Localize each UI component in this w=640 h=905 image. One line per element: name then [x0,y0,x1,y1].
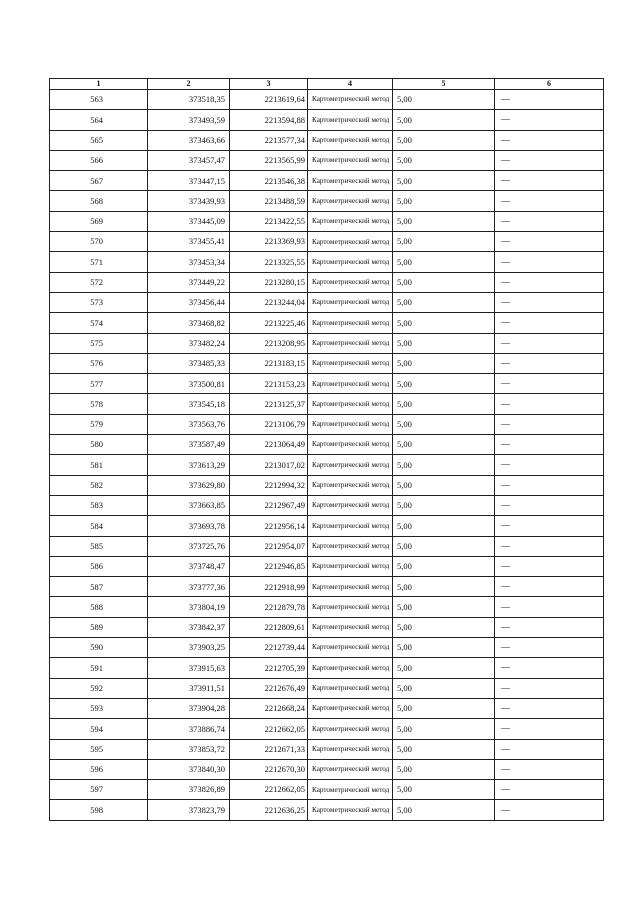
method-cell: Картометрический метод [308,658,393,678]
accuracy-cell: 5,00 [393,292,495,312]
note-cell: — [495,556,604,576]
x-coordinate-cell: 373563,76 [148,414,230,434]
note-cell: — [495,292,604,312]
point-number-cell: 586 [50,556,148,576]
method-cell: Картометрический метод [308,313,393,333]
x-coordinate-cell: 373915,63 [148,658,230,678]
table-row [50,130,604,150]
x-coordinate-cell: 373518,35 [148,90,230,110]
table-row [50,475,604,495]
table-row [50,455,604,475]
y-coordinate-cell: 2212994,32 [230,475,308,495]
table-row [50,394,604,414]
table-row [50,759,604,779]
x-coordinate-cell: 373777,36 [148,577,230,597]
x-coordinate-cell: 373485,33 [148,353,230,373]
point-number-cell: 593 [50,698,148,718]
y-coordinate-cell: 2212739,44 [230,638,308,658]
accuracy-cell: 5,00 [393,171,495,191]
y-coordinate-cell: 2213369,93 [230,232,308,252]
y-coordinate-cell: 2212636,25 [230,800,308,820]
column-header-1: 1 [50,79,148,90]
point-number-cell: 588 [50,597,148,617]
note-cell: — [495,536,604,556]
method-cell: Картометрический метод [308,577,393,597]
y-coordinate-cell: 2213225,46 [230,313,308,333]
table-row [50,495,604,515]
table-row [50,414,604,434]
y-coordinate-cell: 2212954,07 [230,536,308,556]
note-cell: — [495,759,604,779]
accuracy-cell: 5,00 [393,414,495,434]
accuracy-cell: 5,00 [393,394,495,414]
point-number-cell: 575 [50,333,148,353]
point-number-cell: 563 [50,90,148,110]
y-coordinate-cell: 2212662,05 [230,780,308,800]
point-number-cell: 589 [50,617,148,637]
note-cell: — [495,617,604,637]
table-row [50,374,604,394]
method-cell: Картометрический метод [308,110,393,130]
column-header-6: 6 [495,79,604,90]
note-cell: — [495,353,604,373]
note-cell: — [495,800,604,820]
y-coordinate-cell: 2212662,05 [230,719,308,739]
accuracy-cell: 5,00 [393,130,495,150]
x-coordinate-cell: 373663,85 [148,495,230,515]
y-coordinate-cell: 2212670,30 [230,759,308,779]
note-cell: — [495,272,604,292]
point-number-cell: 564 [50,110,148,130]
method-cell: Картометрический метод [308,495,393,515]
accuracy-cell: 5,00 [393,638,495,658]
accuracy-cell: 5,00 [393,232,495,252]
method-cell: Картометрический метод [308,739,393,759]
note-cell: — [495,414,604,434]
x-coordinate-cell: 373500,81 [148,374,230,394]
table-row [50,333,604,353]
x-coordinate-cell: 373903,25 [148,638,230,658]
x-coordinate-cell: 373840,30 [148,759,230,779]
point-number-cell: 571 [50,252,148,272]
x-coordinate-cell: 373468,82 [148,313,230,333]
y-coordinate-cell: 2213565,99 [230,150,308,170]
note-cell: — [495,232,604,252]
x-coordinate-cell: 373629,80 [148,475,230,495]
note-cell: — [495,739,604,759]
point-number-cell: 580 [50,435,148,455]
accuracy-cell: 5,00 [393,110,495,130]
point-number-cell: 573 [50,292,148,312]
y-coordinate-cell: 2213577,34 [230,130,308,150]
method-cell: Картометрический метод [308,455,393,475]
x-coordinate-cell: 373545,18 [148,394,230,414]
point-number-cell: 576 [50,353,148,373]
point-number-cell: 569 [50,211,148,231]
accuracy-cell: 5,00 [393,252,495,272]
table-row [50,780,604,800]
accuracy-cell: 5,00 [393,90,495,110]
x-coordinate-cell: 373456,44 [148,292,230,312]
point-number-cell: 594 [50,719,148,739]
y-coordinate-cell: 2212879,78 [230,597,308,617]
y-coordinate-cell: 2212946,85 [230,556,308,576]
point-number-cell: 579 [50,414,148,434]
note-cell: — [495,130,604,150]
x-coordinate-cell: 373447,15 [148,171,230,191]
y-coordinate-cell: 2212967,49 [230,495,308,515]
header-row [50,79,604,90]
table-row [50,191,604,211]
y-coordinate-cell: 2212668,24 [230,698,308,718]
table-row [50,353,604,373]
method-cell: Картометрический метод [308,232,393,252]
y-coordinate-cell: 2212676,49 [230,678,308,698]
point-number-cell: 582 [50,475,148,495]
point-number-cell: 591 [50,658,148,678]
method-cell: Картометрический метод [308,130,393,150]
table-body [50,90,604,821]
method-cell: Картометрический метод [308,638,393,658]
y-coordinate-cell: 2213153,23 [230,374,308,394]
table-row [50,536,604,556]
y-coordinate-cell: 2213619,64 [230,90,308,110]
accuracy-cell: 5,00 [393,516,495,536]
note-cell: — [495,780,604,800]
point-number-cell: 596 [50,759,148,779]
x-coordinate-cell: 373725,76 [148,536,230,556]
accuracy-cell: 5,00 [393,272,495,292]
accuracy-cell: 5,00 [393,597,495,617]
y-coordinate-cell: 2213546,38 [230,171,308,191]
x-coordinate-cell: 373439,93 [148,191,230,211]
note-cell: — [495,597,604,617]
accuracy-cell: 5,00 [393,678,495,698]
x-coordinate-cell: 373804,19 [148,597,230,617]
x-coordinate-cell: 373904,28 [148,698,230,718]
accuracy-cell: 5,00 [393,435,495,455]
method-cell: Картометрический метод [308,414,393,434]
x-coordinate-cell: 373587,49 [148,435,230,455]
accuracy-cell: 5,00 [393,617,495,637]
accuracy-cell: 5,00 [393,780,495,800]
note-cell: — [495,313,604,333]
note-cell: — [495,374,604,394]
accuracy-cell: 5,00 [393,374,495,394]
x-coordinate-cell: 373823,79 [148,800,230,820]
table-row [50,577,604,597]
note-cell: — [495,191,604,211]
point-number-cell: 592 [50,678,148,698]
method-cell: Картометрический метод [308,191,393,211]
x-coordinate-cell: 373693,78 [148,516,230,536]
point-number-cell: 572 [50,272,148,292]
x-coordinate-cell: 373886,74 [148,719,230,739]
point-number-cell: 598 [50,800,148,820]
x-coordinate-cell: 373911,51 [148,678,230,698]
accuracy-cell: 5,00 [393,191,495,211]
method-cell: Картометрический метод [308,374,393,394]
table-row [50,658,604,678]
point-number-cell: 585 [50,536,148,556]
x-coordinate-cell: 373493,59 [148,110,230,130]
x-coordinate-cell: 373457,47 [148,150,230,170]
column-header-5: 5 [393,79,495,90]
note-cell: — [495,698,604,718]
accuracy-cell: 5,00 [393,658,495,678]
method-cell: Картометрический метод [308,435,393,455]
accuracy-cell: 5,00 [393,719,495,739]
table-row [50,110,604,130]
accuracy-cell: 5,00 [393,739,495,759]
x-coordinate-cell: 373826,89 [148,780,230,800]
note-cell: — [495,252,604,272]
y-coordinate-cell: 2213325,55 [230,252,308,272]
table-row [50,698,604,718]
y-coordinate-cell: 2212809,61 [230,617,308,637]
accuracy-cell: 5,00 [393,313,495,333]
table-row [50,617,604,637]
note-cell: — [495,638,604,658]
point-number-cell: 570 [50,232,148,252]
method-cell: Картометрический метод [308,597,393,617]
accuracy-cell: 5,00 [393,475,495,495]
method-cell: Картометрический метод [308,171,393,191]
accuracy-cell: 5,00 [393,759,495,779]
note-cell: — [495,435,604,455]
y-coordinate-cell: 2213017,02 [230,455,308,475]
method-cell: Картометрический метод [308,719,393,739]
x-coordinate-cell: 373842,37 [148,617,230,637]
method-cell: Картометрический метод [308,292,393,312]
x-coordinate-cell: 373455,41 [148,232,230,252]
method-cell: Картометрический метод [308,90,393,110]
method-cell: Картометрический метод [308,698,393,718]
column-header-3: 3 [230,79,308,90]
y-coordinate-cell: 2212671,33 [230,739,308,759]
note-cell: — [495,678,604,698]
method-cell: Картометрический метод [308,759,393,779]
method-cell: Картометрический метод [308,394,393,414]
y-coordinate-cell: 2212918,99 [230,577,308,597]
table-row [50,678,604,698]
x-coordinate-cell: 373482,24 [148,333,230,353]
note-cell: — [495,90,604,110]
table-row [50,272,604,292]
accuracy-cell: 5,00 [393,556,495,576]
point-number-cell: 597 [50,780,148,800]
y-coordinate-cell: 2213183,15 [230,353,308,373]
method-cell: Картометрический метод [308,800,393,820]
accuracy-cell: 5,00 [393,698,495,718]
table-row [50,597,604,617]
accuracy-cell: 5,00 [393,150,495,170]
accuracy-cell: 5,00 [393,455,495,475]
table-row [50,171,604,191]
y-coordinate-cell: 2213244,04 [230,292,308,312]
y-coordinate-cell: 2213106,79 [230,414,308,434]
x-coordinate-cell: 373748,47 [148,556,230,576]
table-row [50,292,604,312]
point-number-cell: 567 [50,171,148,191]
note-cell: — [495,516,604,536]
y-coordinate-cell: 2213125,37 [230,394,308,414]
table-row [50,556,604,576]
point-number-cell: 574 [50,313,148,333]
note-cell: — [495,171,604,191]
x-coordinate-cell: 373463,66 [148,130,230,150]
note-cell: — [495,333,604,353]
y-coordinate-cell: 2213208,95 [230,333,308,353]
table-row [50,638,604,658]
x-coordinate-cell: 373453,34 [148,252,230,272]
point-number-cell: 595 [50,739,148,759]
accuracy-cell: 5,00 [393,211,495,231]
table-row [50,435,604,455]
y-coordinate-cell: 2213594,88 [230,110,308,130]
point-number-cell: 565 [50,130,148,150]
point-number-cell: 568 [50,191,148,211]
method-cell: Картометрический метод [308,333,393,353]
note-cell: — [495,455,604,475]
method-cell: Картометрический метод [308,516,393,536]
method-cell: Картометрический метод [308,617,393,637]
method-cell: Картометрический метод [308,272,393,292]
coordinates-table [49,78,604,821]
coordinates-table-sheet [49,78,603,821]
accuracy-cell: 5,00 [393,536,495,556]
method-cell: Картометрический метод [308,678,393,698]
table-row [50,211,604,231]
point-number-cell: 587 [50,577,148,597]
method-cell: Картометрический метод [308,150,393,170]
note-cell: — [495,495,604,515]
column-header-4: 4 [308,79,393,90]
table-row [50,252,604,272]
note-cell: — [495,150,604,170]
y-coordinate-cell: 2212705,39 [230,658,308,678]
y-coordinate-cell: 2213064,49 [230,435,308,455]
note-cell: — [495,211,604,231]
note-cell: — [495,719,604,739]
y-coordinate-cell: 2213280,15 [230,272,308,292]
point-number-cell: 581 [50,455,148,475]
accuracy-cell: 5,00 [393,353,495,373]
point-number-cell: 566 [50,150,148,170]
note-cell: — [495,577,604,597]
accuracy-cell: 5,00 [393,800,495,820]
table-row [50,800,604,820]
accuracy-cell: 5,00 [393,577,495,597]
point-number-cell: 577 [50,374,148,394]
accuracy-cell: 5,00 [393,495,495,515]
accuracy-cell: 5,00 [393,333,495,353]
table-row [50,90,604,110]
point-number-cell: 583 [50,495,148,515]
table-row [50,150,604,170]
column-header-2: 2 [148,79,230,90]
point-number-cell: 590 [50,638,148,658]
x-coordinate-cell: 373449,22 [148,272,230,292]
table-row [50,516,604,536]
x-coordinate-cell: 373853,72 [148,739,230,759]
table-row [50,313,604,333]
method-cell: Картометрический метод [308,475,393,495]
x-coordinate-cell: 373445,09 [148,211,230,231]
table-row [50,719,604,739]
y-coordinate-cell: 2213488,59 [230,191,308,211]
method-cell: Картометрический метод [308,353,393,373]
note-cell: — [495,658,604,678]
y-coordinate-cell: 2212956,14 [230,516,308,536]
x-coordinate-cell: 373613,29 [148,455,230,475]
y-coordinate-cell: 2213422,55 [230,211,308,231]
method-cell: Картометрический метод [308,556,393,576]
point-number-cell: 584 [50,516,148,536]
note-cell: — [495,475,604,495]
point-number-cell: 578 [50,394,148,414]
table-row [50,739,604,759]
note-cell: — [495,110,604,130]
table-row [50,232,604,252]
method-cell: Картометрический метод [308,780,393,800]
method-cell: Картометрический метод [308,252,393,272]
method-cell: Картометрический метод [308,536,393,556]
note-cell: — [495,394,604,414]
method-cell: Картометрический метод [308,211,393,231]
